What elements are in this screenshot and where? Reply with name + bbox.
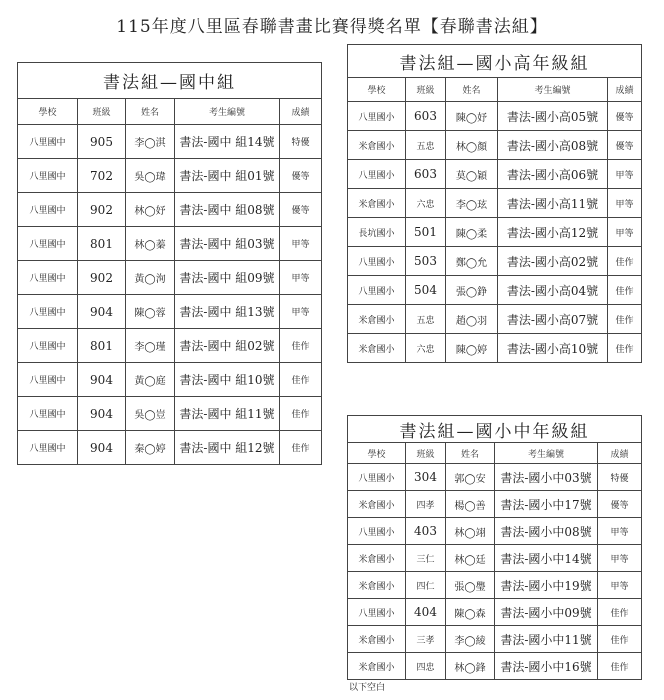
cell-exam-number: 書法-國中 組02號 [175,329,280,363]
header-class: 班級 [78,99,126,125]
cell-school: 米倉國小 [348,305,406,334]
cell-school: 八里國小 [348,160,406,189]
table-row [18,125,322,159]
cell-class: 801 [78,227,126,261]
header-row [348,78,642,102]
cell-exam-number: 書法-國中 組08號 [175,193,280,227]
cell-class: 801 [78,329,126,363]
cell-name: 林◯蓁 [126,227,175,261]
cell-grade: 甲等 [280,295,322,329]
cell-school: 八里國小 [348,464,406,491]
cell-school: 八里國小 [348,518,406,545]
table-elementary-middle [347,415,642,680]
cell-name: 林◯鋒 [446,653,495,680]
cell-class: 304 [406,464,446,491]
cell-school: 八里國中 [18,363,78,397]
cell-school: 米倉國小 [348,653,406,680]
cell-class: 904 [78,431,126,465]
header-name: 姓名 [446,78,498,102]
cell-class: 三仁 [406,545,446,572]
cell-grade: 甲等 [598,545,642,572]
cell-exam-number: 書法-國小中14號 [495,545,598,572]
cell-grade: 優等 [608,131,642,160]
cell-class: 702 [78,159,126,193]
cell-school: 八里國中 [18,193,78,227]
cell-grade: 優等 [280,193,322,227]
cell-class: 902 [78,261,126,295]
table-row [348,518,642,545]
table-row [18,295,322,329]
table-title: 書法組—國中組 [18,63,322,99]
table-row [18,431,322,465]
cell-class: 904 [78,363,126,397]
cell-school: 八里國中 [18,329,78,363]
cell-school: 米倉國小 [348,491,406,518]
table-row [348,545,642,572]
cell-grade: 佳作 [608,247,642,276]
header-row [18,99,322,125]
cell-exam-number: 書法-國小高02號 [498,247,608,276]
cell-exam-number: 書法-國小中16號 [495,653,598,680]
table-title-row [348,45,642,78]
header-exam-number: 考生編號 [175,99,280,125]
cell-class: 905 [78,125,126,159]
cell-exam-number: 書法-國小高12號 [498,218,608,247]
header-exam-number: 考生編號 [498,78,608,102]
cell-school: 八里國中 [18,159,78,193]
cell-class: 904 [78,397,126,431]
cell-grade: 甲等 [280,227,322,261]
cell-name: 黃◯庭 [126,363,175,397]
cell-school: 長坑國小 [348,218,406,247]
cell-class: 503 [406,247,446,276]
header-exam-number: 考生編號 [495,443,598,464]
cell-grade: 優等 [598,491,642,518]
table-row [348,131,642,160]
table-row [18,193,322,227]
cell-class: 904 [78,295,126,329]
cell-class: 六忠 [406,189,446,218]
table-row [348,276,642,305]
cell-grade: 甲等 [280,261,322,295]
table-row [348,626,642,653]
header-row [348,443,642,464]
header-school: 學校 [348,443,406,464]
cell-grade: 特優 [280,125,322,159]
cell-name: 李◯玹 [446,189,498,218]
table-elementary-upper [347,44,642,363]
cell-class: 404 [406,599,446,626]
header-grade: 成績 [608,78,642,102]
cell-exam-number: 書法-國小中17號 [495,491,598,518]
cell-class: 三孝 [406,626,446,653]
cell-exam-number: 書法-國中 組01號 [175,159,280,193]
table-row [348,102,642,131]
cell-exam-number: 書法-國中 組14號 [175,125,280,159]
table-title-row [18,63,322,99]
table-title-row [348,416,642,443]
cell-grade: 佳作 [280,397,322,431]
table-row [18,227,322,261]
header-class: 班級 [406,78,446,102]
cell-school: 八里國中 [18,397,78,431]
cell-name: 林◯顏 [446,131,498,160]
cell-school: 八里國小 [348,102,406,131]
cell-school: 八里國中 [18,125,78,159]
cell-grade: 佳作 [608,276,642,305]
header-grade: 成績 [598,443,642,464]
cell-grade: 佳作 [280,363,322,397]
cell-exam-number: 書法-國小高04號 [498,276,608,305]
cell-grade: 佳作 [280,431,322,465]
cell-exam-number: 書法-國小中09號 [495,599,598,626]
cell-exam-number: 書法-國小中11號 [495,626,598,653]
cell-exam-number: 書法-國小高07號 [498,305,608,334]
cell-name: 李◯瑾 [126,329,175,363]
table-row [348,572,642,599]
table-row [348,653,642,680]
cell-school: 米倉國小 [348,334,406,363]
header-grade: 成績 [280,99,322,125]
header-name: 姓名 [446,443,495,464]
cell-exam-number: 書法-國中 組12號 [175,431,280,465]
cell-school: 米倉國小 [348,545,406,572]
cell-grade: 佳作 [280,329,322,363]
cell-name: 鄭◯允 [446,247,498,276]
cell-grade: 優等 [608,102,642,131]
cell-school: 八里國中 [18,295,78,329]
cell-school: 米倉國小 [348,626,406,653]
table-row [348,334,642,363]
cell-class: 四忠 [406,653,446,680]
cell-name: 陳◯柔 [446,218,498,247]
cell-school: 八里國中 [18,261,78,295]
table-title: 書法組—國小高年級組 [348,45,642,78]
cell-grade: 佳作 [598,653,642,680]
cell-exam-number: 書法-國小高06號 [498,160,608,189]
cell-name: 林◯妤 [126,193,175,227]
cell-exam-number: 書法-國中 組10號 [175,363,280,397]
cell-name: 張◯璺 [446,572,495,599]
cell-school: 米倉國小 [348,189,406,218]
table-row [18,363,322,397]
table-junior-high [17,62,322,465]
cell-school: 八里國中 [18,431,78,465]
cell-grade: 佳作 [598,626,642,653]
cell-class: 403 [406,518,446,545]
cell-class: 五忠 [406,131,446,160]
header-class: 班級 [406,443,446,464]
cell-class: 六忠 [406,334,446,363]
table-row [348,305,642,334]
cell-name: 吳◯瑋 [126,159,175,193]
header-name: 姓名 [126,99,175,125]
cell-grade: 甲等 [608,218,642,247]
cell-grade: 甲等 [608,189,642,218]
cell-class: 603 [406,160,446,189]
table-row [348,599,642,626]
cell-school: 八里國小 [348,247,406,276]
cell-school: 八里國中 [18,227,78,261]
cell-grade: 佳作 [608,334,642,363]
cell-exam-number: 書法-國中 組13號 [175,295,280,329]
cell-school: 米倉國小 [348,131,406,160]
end-note: 以下空白 [349,683,386,693]
table-row [348,218,642,247]
cell-exam-number: 書法-國小高10號 [498,334,608,363]
cell-name: 吳◯豈 [126,397,175,431]
cell-exam-number: 書法-國小中08號 [495,518,598,545]
cell-name: 秦◯婷 [126,431,175,465]
cell-name: 李◯綾 [446,626,495,653]
cell-name: 張◯錚 [446,276,498,305]
cell-name: 陳◯妤 [446,102,498,131]
header-school: 學校 [348,78,406,102]
cell-class: 四仁 [406,572,446,599]
cell-school: 八里國小 [348,599,406,626]
cell-school: 八里國小 [348,276,406,305]
cell-school: 米倉國小 [348,572,406,599]
table-row [348,491,642,518]
table-row [18,397,322,431]
cell-class: 902 [78,193,126,227]
cell-grade: 佳作 [608,305,642,334]
cell-grade: 佳作 [598,599,642,626]
cell-exam-number: 書法-國中 組11號 [175,397,280,431]
table-row [348,160,642,189]
cell-exam-number: 書法-國小高05號 [498,102,608,131]
table-row [348,189,642,218]
table-row [18,159,322,193]
document-title: 115年度八里區春聯書畫比賽得獎名單【春聯書法組】 [116,17,548,37]
cell-exam-number: 書法-國小中03號 [495,464,598,491]
cell-name: 李◯淇 [126,125,175,159]
cell-name: 陳◯婷 [446,334,498,363]
cell-exam-number: 書法-國小高11號 [498,189,608,218]
cell-name: 郭◯安 [446,464,495,491]
table-row [18,261,322,295]
table-row [348,464,642,491]
cell-exam-number: 書法-國中 組09號 [175,261,280,295]
cell-class: 四孝 [406,491,446,518]
cell-class: 501 [406,218,446,247]
cell-grade: 甲等 [608,160,642,189]
cell-name: 楊◯善 [446,491,495,518]
cell-name: 黃◯洵 [126,261,175,295]
cell-name: 林◯翊 [446,518,495,545]
table-row [18,329,322,363]
cell-name: 陳◯森 [446,599,495,626]
cell-grade: 甲等 [598,518,642,545]
cell-grade: 優等 [280,159,322,193]
header-school: 學校 [18,99,78,125]
table-title: 書法組—國小中年級組 [348,416,642,443]
cell-class: 603 [406,102,446,131]
table-row [348,247,642,276]
cell-grade: 甲等 [598,572,642,599]
cell-name: 陳◯蓉 [126,295,175,329]
cell-exam-number: 書法-國小高08號 [498,131,608,160]
cell-grade: 特優 [598,464,642,491]
cell-name: 趙◯羽 [446,305,498,334]
cell-name: 莫◯穎 [446,160,498,189]
cell-exam-number: 書法-國中 組03號 [175,227,280,261]
cell-class: 五忠 [406,305,446,334]
cell-exam-number: 書法-國小中19號 [495,572,598,599]
cell-name: 林◯廷 [446,545,495,572]
cell-class: 504 [406,276,446,305]
